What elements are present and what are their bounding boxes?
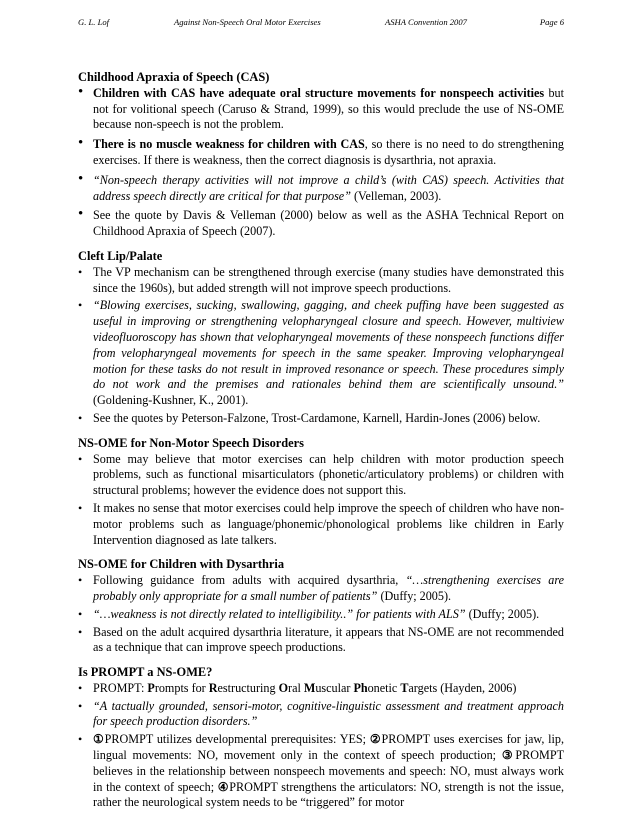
- list-item: • See the quote by Davis & Velleman (2000) below as well as the ASHA Technical Report on Childhood Apraxia of Speech (2007).: [78, 206, 564, 239]
- bullet-icon: •: [78, 624, 83, 639]
- section-cleft: [78, 249, 564, 427]
- list-item: • There is no muscle weakness for children with CAS, so there is no need to do strengthening exercises. If there is weakness, then the correct diagnosis is dysarthria, not apraxia.: [78, 135, 564, 167]
- bullet-icon: •: [78, 732, 83, 747]
- document-body: [78, 70, 564, 820]
- list-item: • The VP mechanism can be strengthened through exercise (many studies have demonstrated this since the 1960s), but added strength will not improve speech productions.: [78, 264, 564, 295]
- list-item: • Based on the adult acquired dysarthria literature, it appears that NS-OME are not recommended as a technique that can improve speech productions.: [78, 624, 564, 655]
- bullet-icon: •: [78, 298, 83, 313]
- header-title: Against Non-Speech Oral Motor Exercises: [174, 17, 321, 27]
- bullet-icon: •: [78, 606, 83, 621]
- list-item: • “Non-speech therapy activities will not improve a child’s (with CAS) speech. Activities that address speech directly are critical for that purpose” (Velleman, 2003).: [78, 170, 564, 203]
- section-heading: NS-OME for Non-Motor Speech Disorders: [78, 435, 304, 450]
- section-heading: Childhood Apraxia of Speech (CAS): [78, 70, 270, 84]
- list-item: • PROMPT: Prompts for Restructuring Oral Muscular Phonetic Targets (Hayden, 2006): [78, 680, 517, 695]
- list-item: • See the quotes by Peterson-Falzone, Trost-Cardamone, Karnell, Hardin-Jones (2006) below.: [78, 410, 541, 425]
- bullet-icon: •: [78, 410, 83, 425]
- section-prompt: [78, 665, 564, 811]
- list-item: • It makes no sense that motor exercises could help improve the speech of children who have non-motor problems such as language/phonemic/phonological problems like children in Early Intervention diagnosed as late talkers.: [78, 500, 564, 547]
- section-heading: Is PROMPT a NS-OME?: [78, 665, 213, 680]
- bullet-icon: •: [78, 83, 84, 100]
- list-item: • ①PROMPT utilizes developmental prerequisites: YES; ②PROMPT uses exercises for jaw, lip, lingual movements: NO, movement only in the context of speech production; ③PROMPT believes in the relationship between nonspeech movements and speech: NO, must always work in the context of speech; ④PROMPT strengthens the articulators: NO, strength is not the issue, rather the neurological system needs to be “triggered” for motor: [78, 732, 565, 810]
- list-item: • “Blowing exercises, sucking, swallowing, gagging, and cheek puffing have been suggested as useful in improving or strengthening velopharyngeal closure and speech. However, multiview videofluoroscopy has shown that velopharyngeal movements of these nonspeech functions differ from velopharyngeal movements for speech in the same speaker. Improving velopharyngeal motion for these tasks do not result in improved resonance or speech. These procedures simply do not work and the premises and rationales behind them are scientifically unsound.” (Goldening-Kushner, K., 2001).: [78, 298, 564, 408]
- list-item: • Some may believe that motor exercises can help children with motor production speech problems, such as functional misarticulators (phonetic/articulatory problems) or children with structural problems; however the evidence does not support this.: [78, 451, 564, 498]
- header-page-number: Page 6: [539, 17, 564, 27]
- bullet-icon: •: [78, 698, 83, 713]
- bullet-icon: •: [78, 264, 83, 279]
- bullet-icon: •: [78, 451, 83, 466]
- section-cas: [78, 70, 564, 240]
- bullet-icon: •: [78, 573, 83, 588]
- number-2-icon: ②: [369, 732, 382, 747]
- section-non-motor: [78, 436, 564, 549]
- bullet-icon: •: [78, 500, 83, 515]
- bullet-icon: •: [78, 680, 83, 695]
- page-header: [78, 17, 564, 31]
- list-item: • Children with CAS have adequate oral structure movements for nonspeech activities but not for volitional speech (Caruso & Strand, 1999), so this would preclude the use of NS-OME because non-speech is not the problem.: [78, 83, 564, 132]
- section-dysarthria: [78, 557, 564, 656]
- list-item: • “A tactually grounded, sensori-motor, cognitive-linguistic assessment and treatment approach for speech production disorders.”: [78, 698, 564, 729]
- header-convention: ASHA Convention 2007: [385, 17, 467, 27]
- header-author: G. L. Lof: [78, 17, 110, 27]
- bullet-icon: •: [78, 206, 84, 223]
- section-heading: Cleft Lip/Palate: [78, 248, 163, 263]
- number-4-icon: ④: [217, 779, 230, 794]
- section-heading: NS-OME for Children with Dysarthria: [78, 557, 285, 572]
- list-item: • “…weakness is not directly related to intelligibility..” for patients with ALS” (Duffy; 2005).: [78, 606, 540, 621]
- bullet-icon: •: [78, 135, 84, 152]
- bullet-icon: •: [78, 170, 84, 187]
- number-3-icon: ③: [501, 748, 516, 763]
- number-1-icon: ①: [93, 732, 105, 747]
- list-item: • Following guidance from adults with acquired dysarthria, “…strengthening exercises are probably only appropriate for a small number of patients” (Duffy; 2005).: [78, 573, 564, 603]
